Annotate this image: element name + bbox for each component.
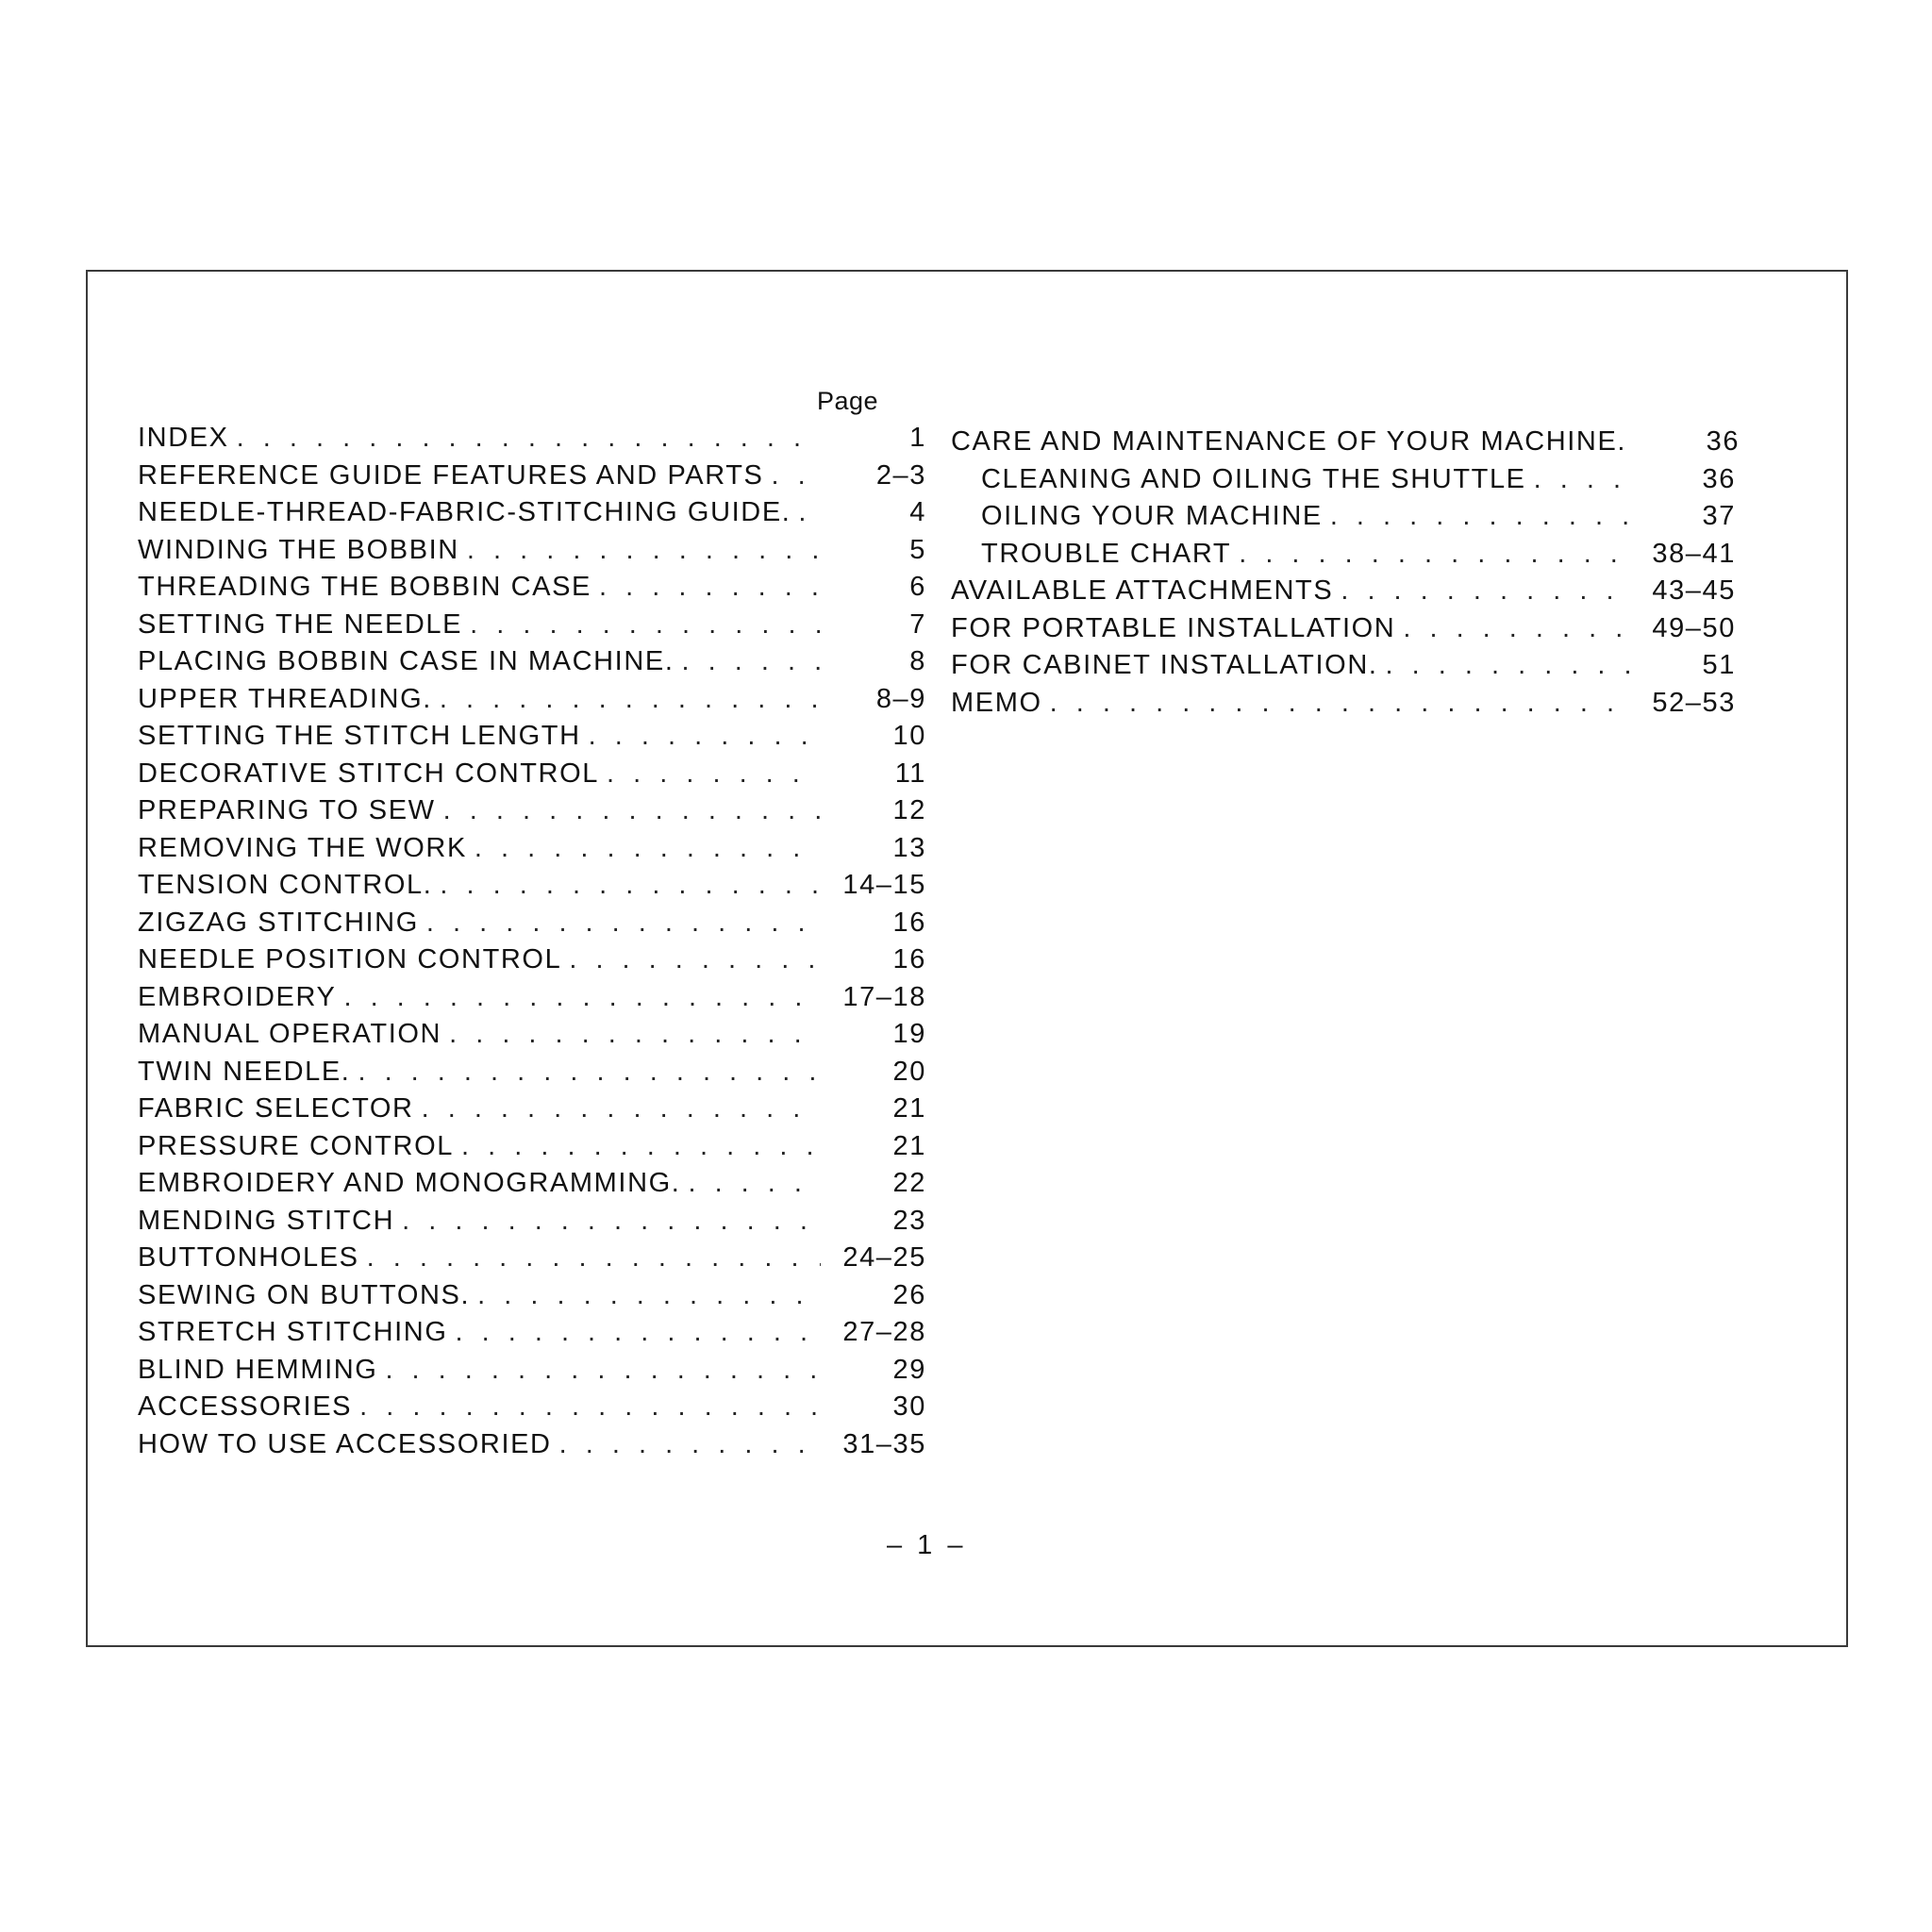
dot-leader bbox=[477, 1280, 821, 1311]
dot-leader bbox=[607, 758, 821, 790]
toc-entry bbox=[138, 1391, 926, 1429]
dot-leader bbox=[682, 646, 822, 677]
toc-entry-page: 12 bbox=[892, 795, 926, 825]
toc-entry-title: INDEX bbox=[138, 423, 229, 453]
toc-entry-title: CARE AND MAINTENANCE OF YOUR MACHINE. bbox=[951, 426, 1627, 457]
toc-entry-title: REMOVING THE WORK bbox=[138, 832, 467, 863]
toc-entry-page: 26 bbox=[892, 1279, 926, 1310]
toc-entry bbox=[138, 870, 926, 908]
toc-right-column bbox=[951, 426, 1740, 724]
toc-entry-page: 29 bbox=[892, 1354, 926, 1385]
dot-leader bbox=[559, 1429, 821, 1460]
toc-entry-title: NEEDLE POSITION CONTROL bbox=[138, 944, 562, 974]
toc-entry-page: 13 bbox=[892, 832, 926, 863]
toc-entry-page: 43–45 bbox=[1652, 575, 1736, 606]
toc-entry bbox=[138, 1131, 926, 1169]
toc-entry bbox=[138, 609, 926, 647]
toc-entry bbox=[138, 1242, 926, 1280]
dot-leader bbox=[440, 870, 821, 901]
dot-leader bbox=[422, 1093, 821, 1124]
toc-entry bbox=[138, 758, 926, 796]
dot-leader bbox=[443, 795, 821, 826]
dot-leader bbox=[475, 833, 821, 864]
toc-entry bbox=[138, 1280, 926, 1318]
toc-entry-title: TROUBLE CHART bbox=[981, 538, 1232, 569]
toc-entry-page: 49–50 bbox=[1652, 612, 1736, 643]
dot-leader bbox=[467, 535, 821, 566]
toc-entry-page: 4 bbox=[909, 497, 926, 527]
toc-entry-title: ZIGZAG STITCHING bbox=[138, 907, 419, 938]
toc-entry-page: 8 bbox=[909, 646, 926, 676]
dot-leader bbox=[1239, 539, 1630, 570]
dot-leader bbox=[470, 609, 821, 641]
dot-leader bbox=[569, 944, 821, 975]
toc-entry-page: 5 bbox=[909, 534, 926, 565]
toc-entry bbox=[951, 613, 1736, 651]
dot-leader bbox=[455, 1317, 821, 1348]
dot-leader bbox=[385, 1355, 821, 1386]
toc-entry-title: TENSION CONTROL. bbox=[138, 870, 433, 900]
toc-entry-page: 16 bbox=[892, 944, 926, 974]
toc-entry-page: 38–41 bbox=[1652, 538, 1736, 569]
dot-leader bbox=[402, 1206, 821, 1237]
toc-entry-title: CLEANING AND OILING THE SHUTTLE bbox=[981, 463, 1526, 494]
toc-entry bbox=[951, 688, 1736, 725]
toc-entry-page: 14–15 bbox=[842, 870, 926, 900]
toc-entry-page: 6 bbox=[909, 572, 926, 602]
toc-entry-page: 36 bbox=[1706, 426, 1740, 457]
dot-leader bbox=[358, 1057, 821, 1088]
toc-entry-page: 36 bbox=[1702, 463, 1736, 494]
toc-entry-page: 19 bbox=[892, 1019, 926, 1049]
toc-entry bbox=[138, 1206, 926, 1243]
toc-entry bbox=[138, 460, 926, 498]
dot-leader bbox=[1050, 688, 1630, 719]
page-column-heading: Page bbox=[817, 387, 879, 415]
toc-entry-page: 52–53 bbox=[1652, 687, 1736, 718]
toc-entry bbox=[138, 646, 926, 684]
dot-leader bbox=[426, 908, 821, 939]
dot-leader bbox=[772, 460, 822, 491]
toc-entry bbox=[138, 833, 926, 871]
toc-entry-title: FOR PORTABLE INSTALLATION bbox=[951, 612, 1396, 643]
toc-entry-title: STRETCH STITCHING bbox=[138, 1317, 448, 1347]
page-number-footer: – 1 – bbox=[887, 1530, 967, 1560]
toc-entry bbox=[138, 1317, 926, 1355]
toc-entry-title: MENDING STITCH bbox=[138, 1205, 395, 1236]
dot-leader bbox=[237, 423, 821, 454]
toc-entry bbox=[951, 539, 1736, 576]
toc-entry bbox=[138, 684, 926, 722]
dot-leader bbox=[599, 572, 821, 603]
toc-entry-title: SETTING THE STITCH LENGTH bbox=[138, 721, 581, 751]
toc-entry-title: BUTTONHOLES bbox=[138, 1242, 359, 1273]
dot-leader bbox=[343, 982, 821, 1013]
toc-entry bbox=[138, 1429, 926, 1467]
toc-entry-title: OILING YOUR MACHINE bbox=[981, 501, 1323, 531]
toc-entry-page: 20 bbox=[892, 1056, 926, 1087]
toc-entry bbox=[138, 572, 926, 609]
toc-entry bbox=[138, 721, 926, 758]
dot-leader bbox=[1330, 501, 1630, 532]
toc-entry-title: PREPARING TO SEW bbox=[138, 795, 436, 825]
toc-entry-title: PRESSURE CONTROL bbox=[138, 1130, 454, 1161]
dot-leader bbox=[359, 1391, 821, 1423]
toc-entry-title: WINDING THE BOBBIN bbox=[138, 534, 459, 565]
toc-entry-title: NEEDLE-THREAD-FABRIC-STITCHING GUIDE. bbox=[138, 497, 791, 527]
toc-entry bbox=[138, 1019, 926, 1057]
dot-leader bbox=[449, 1019, 821, 1050]
toc-entry-title: TWIN NEEDLE. bbox=[138, 1056, 351, 1087]
toc-entry bbox=[138, 908, 926, 945]
toc-entry-page: 8–9 bbox=[875, 683, 926, 714]
dot-leader bbox=[367, 1242, 821, 1274]
toc-entry-title: PLACING BOBBIN CASE IN MACHINE. bbox=[138, 646, 675, 676]
toc-entry bbox=[138, 1093, 926, 1131]
toc-entry-title: HOW TO USE ACCESSORIED bbox=[138, 1428, 552, 1459]
toc-entry bbox=[138, 1057, 926, 1094]
dot-leader bbox=[1403, 613, 1630, 644]
toc-entry-page: 1 bbox=[909, 423, 926, 453]
toc-entry-title: MANUAL OPERATION bbox=[138, 1019, 442, 1049]
toc-entry-page: 11 bbox=[894, 758, 926, 789]
toc-entry bbox=[138, 535, 926, 573]
dot-leader bbox=[1341, 575, 1630, 607]
toc-entry-page: 37 bbox=[1702, 501, 1736, 531]
toc-entry bbox=[138, 1355, 926, 1392]
toc-entry-title: ACCESSORIES bbox=[138, 1391, 353, 1422]
toc-entry-title: SETTING THE NEEDLE bbox=[138, 608, 463, 640]
toc-entry bbox=[951, 426, 1740, 464]
toc-entry bbox=[138, 795, 926, 833]
toc-entry-page: 21 bbox=[892, 1093, 926, 1124]
toc-entry bbox=[138, 423, 926, 460]
toc-entry bbox=[138, 1168, 926, 1206]
toc-entry bbox=[951, 650, 1736, 688]
toc-entry-page: 24–25 bbox=[842, 1242, 926, 1273]
dot-leader bbox=[798, 497, 821, 528]
toc-entry-page: 27–28 bbox=[842, 1317, 926, 1347]
toc-entry-page: 17–18 bbox=[842, 981, 926, 1012]
toc-entry-page: 31–35 bbox=[842, 1428, 926, 1459]
toc-entry-title: THREADING THE BOBBIN CASE bbox=[138, 572, 591, 602]
toc-entry-title: AVAILABLE ATTACHMENTS bbox=[951, 575, 1334, 606]
toc-entry-page: 10 bbox=[892, 721, 926, 751]
toc-entry bbox=[138, 497, 926, 535]
toc-entry-title: FOR CABINET INSTALLATION. bbox=[951, 650, 1378, 680]
toc-entry-title: MEMO bbox=[951, 687, 1042, 718]
dot-leader bbox=[1534, 464, 1630, 495]
toc-entry-page: 7 bbox=[909, 608, 926, 640]
toc-entry-page: 22 bbox=[892, 1168, 926, 1198]
toc-entry-title: FABRIC SELECTOR bbox=[138, 1093, 414, 1124]
toc-entry-page: 30 bbox=[892, 1391, 926, 1422]
toc-entry-title: EMBROIDERY bbox=[138, 981, 337, 1012]
toc-entry-page: 51 bbox=[1702, 650, 1736, 680]
toc-entry bbox=[951, 575, 1736, 613]
toc-entry-title: UPPER THREADING. bbox=[138, 683, 432, 714]
toc-entry-page: 2–3 bbox=[875, 459, 926, 491]
toc-entry-title: SEWING ON BUTTONS. bbox=[138, 1279, 471, 1310]
dot-leader bbox=[688, 1168, 821, 1199]
toc-entry-title: EMBROIDERY AND MONOGRAMMING. bbox=[138, 1168, 681, 1198]
toc-entry-title: DECORATIVE STITCH CONTROL bbox=[138, 758, 599, 789]
dot-leader bbox=[589, 721, 821, 752]
dot-leader bbox=[1386, 650, 1630, 681]
toc-entry bbox=[951, 464, 1736, 502]
dot-leader bbox=[440, 684, 821, 715]
toc-left-column bbox=[138, 423, 926, 1466]
toc-entry-page: 21 bbox=[892, 1130, 926, 1161]
dot-leader bbox=[461, 1131, 821, 1162]
toc-entry bbox=[138, 944, 926, 982]
toc-entry bbox=[951, 501, 1736, 539]
toc-entry-title: REFERENCE GUIDE FEATURES AND PARTS bbox=[138, 459, 764, 491]
toc-entry-page: 23 bbox=[892, 1205, 926, 1236]
toc-entry bbox=[138, 982, 926, 1020]
toc-entry-title: BLIND HEMMING bbox=[138, 1354, 378, 1385]
toc-entry-page: 16 bbox=[892, 907, 926, 938]
